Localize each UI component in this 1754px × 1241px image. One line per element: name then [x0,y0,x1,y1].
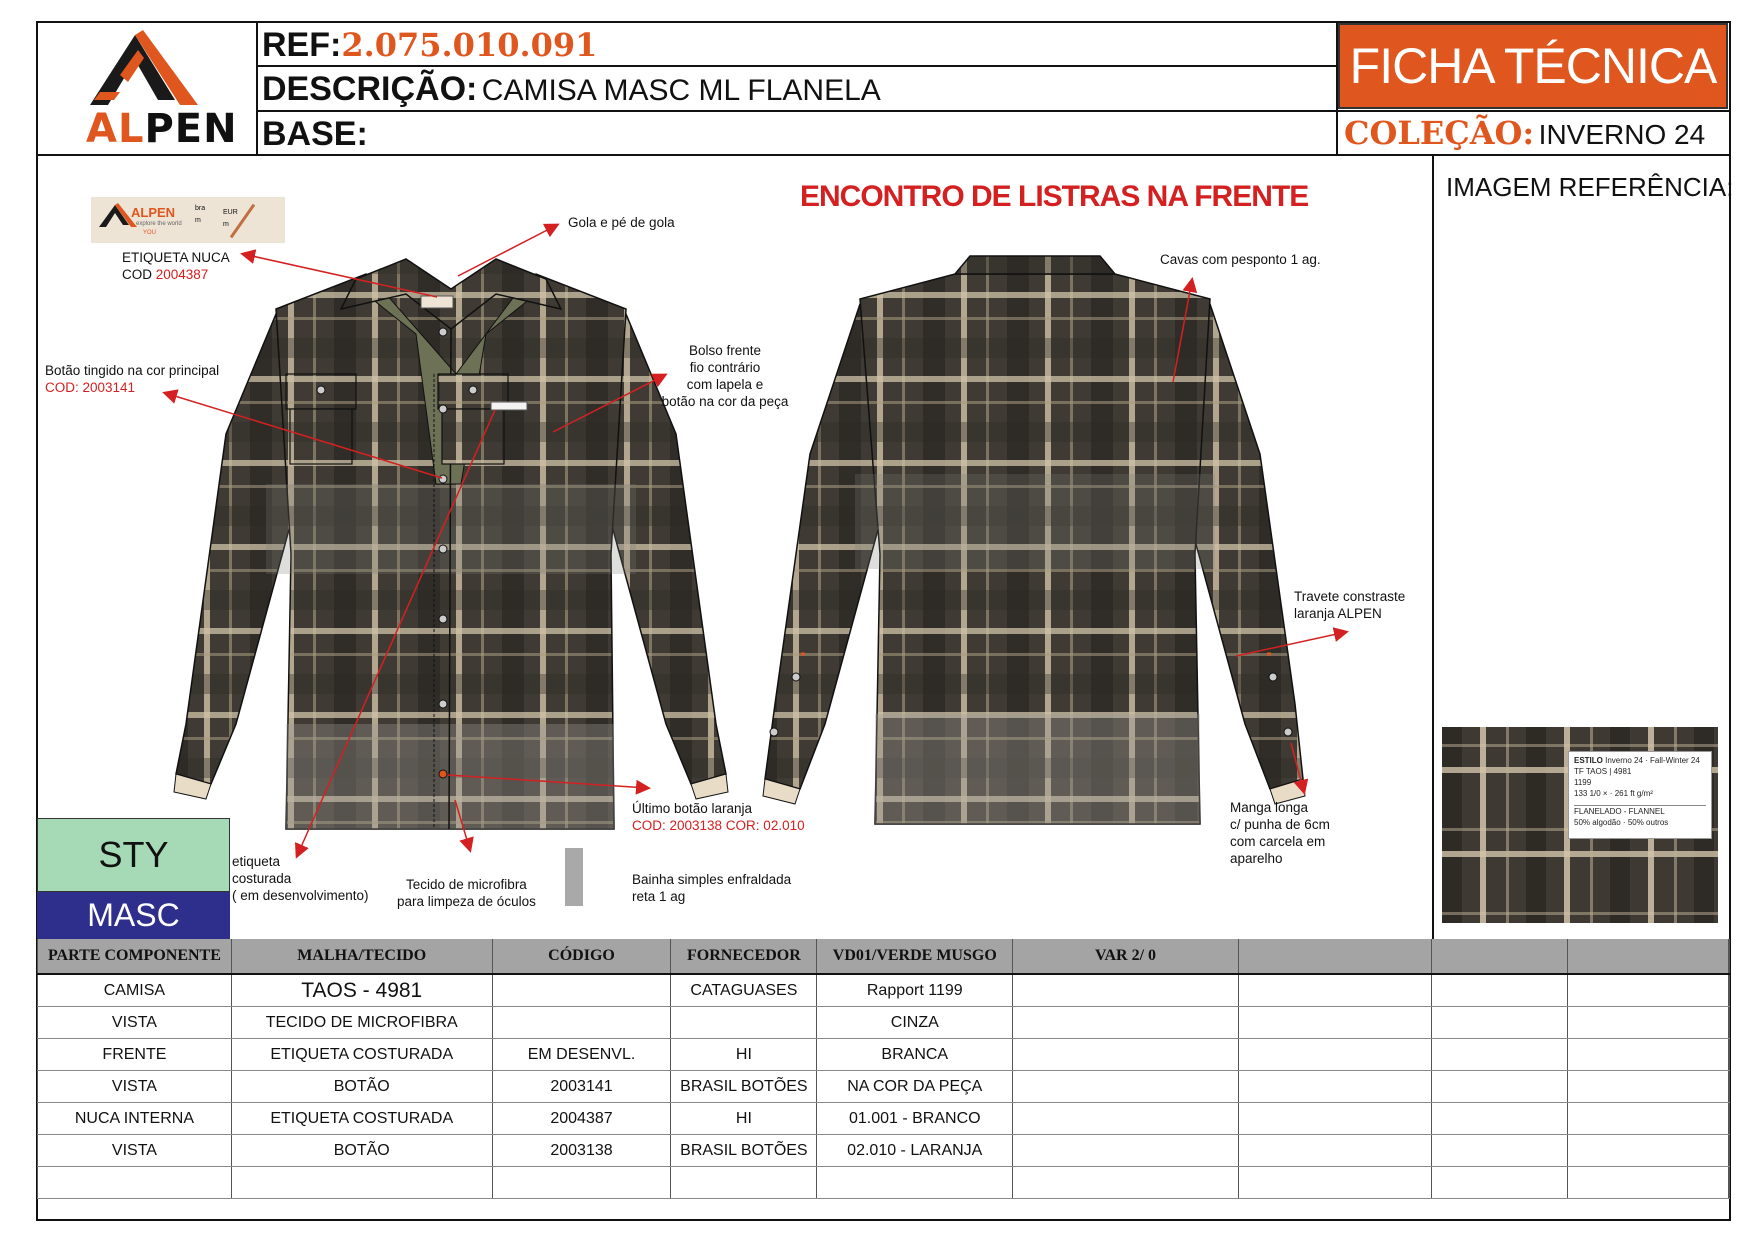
col-header [1729,939,1730,974]
table-cell [1432,1071,1568,1103]
mini-tag: explore the world [136,221,182,227]
table-cell [1729,1135,1730,1167]
table-cell [1432,1135,1568,1167]
table-cell: ETIQUETA COSTURADA [231,1039,492,1071]
table-cell: VISTA [38,1135,232,1167]
table-cell [1013,1039,1239,1071]
table-cell: TECIDO DE MICROFIBRA [231,1007,492,1039]
table-cell [1238,1135,1432,1167]
annot-ultimo-botao-cod: COD: 2003138 COR: 02.010 [632,818,805,833]
annot-travete-1: Travete constraste [1294,589,1406,604]
annot-etiqueta-nuca-title: ETIQUETA NUCA [122,250,230,265]
table-cell: FRENTE [38,1039,232,1071]
annot-etiq-cost-1: etiqueta [232,854,281,869]
table-cell [1729,1007,1730,1039]
sty-badge [37,818,230,892]
annot-bainha-2: reta 1 ag [632,889,686,904]
annot-tecido-2: para limpeza de óculos [397,894,536,909]
table-cell [1432,1103,1568,1135]
annot-manga-2: c/ punha de 6cm [1230,817,1330,832]
annot-bolso-4: botão na cor da peça [661,394,789,409]
annot-etiqueta-cod-label: COD [122,267,156,282]
mini-d: m [223,221,229,228]
sty-label: STY [98,834,169,875]
table-cell [1238,1007,1432,1039]
base-label: BASE: [262,115,368,153]
table-row [38,1103,1730,1135]
swatch-line3: 133 1/0 × · 261 ft g/m² [1574,789,1653,798]
reference-title: IMAGEM REFERÊNCIA: [1446,172,1734,202]
annot-botao-tingido [45,362,219,396]
logo-al: AL [86,106,145,152]
table-cell: EM DESENVL. [492,1039,671,1071]
annot-etiq-cost-3: ( em desenvolvimento) [232,888,369,903]
annot-ultimo-botao-text: Último botão laranja [632,801,753,816]
table-cell [1238,1071,1432,1103]
swatch-estilo: ESTILO [1574,756,1603,765]
col-header: CÓDIGO [492,939,671,974]
annot-bainha-1: Bainha simples enfraldada [632,872,792,887]
table-cell [1568,1007,1729,1039]
table-cell [1729,974,1730,1007]
annot-manga-4: aparelho [1230,851,1283,866]
table-cell: BOTÃO [231,1071,492,1103]
annot-manga-1: Manga longa [1230,800,1309,815]
table-cell: CATAGUASES [671,974,817,1007]
table-cell [1568,1039,1729,1071]
swatch-line4: FLANELADO - FLANNEL [1574,805,1706,817]
annot-etiq-cost-2: costurada [232,871,292,886]
table-cell [1432,1167,1568,1199]
table-cell [817,1167,1013,1199]
annot-tecido [397,876,536,910]
table-cell [1238,1039,1432,1071]
table-cell: 02.010 - LARANJA [817,1135,1013,1167]
mini-brand: ALPEN [131,205,176,220]
swatch-line5: 50% algodão · 50% outros [1574,818,1669,827]
table-cell: VISTA [38,1007,232,1039]
table-cell: 2003138 [492,1135,671,1167]
table-cell: BRASIL BOTÕES [671,1135,817,1167]
ficha-tecnica-title: FICHA TÉCNICA [1349,38,1717,94]
table-row [38,1039,1730,1071]
mini-c: EUR [223,209,238,216]
table-cell: ETIQUETA COSTURADA [231,1103,492,1135]
col-header: VAR 2/ 0 [1013,939,1239,974]
annot-ultimo-botao [632,800,805,834]
table-row [38,1135,1730,1167]
masc-label: MASC [87,897,180,933]
col-header [1432,939,1568,974]
annot-bolso-1: Bolso frente [688,343,762,358]
annot-etiqueta-costurada [232,853,369,904]
mini-sub: YOU [143,230,157,236]
annot-botao-tingido-text: Botão tingido na cor principal [45,363,220,378]
col-header: FORNECEDOR [671,939,817,974]
table-cell [492,974,671,1007]
annot-travete [1294,588,1405,622]
swatch-line2: 1199 [1574,778,1592,787]
desc-value: CAMISA MASC ML FLANELA [481,74,881,107]
table-cell: BRASIL BOTÕES [671,1071,817,1103]
table-cell: NUCA INTERNA [38,1103,232,1135]
table-row [38,1007,1730,1039]
desc-label: DESCRIÇÃO: [262,70,478,108]
swatch-season: Inverno 24 · Fall-Winter 24 [1605,756,1700,765]
table-cell: VISTA [38,1071,232,1103]
annot-etiqueta-cod: 2004387 [155,267,209,282]
table-cell [1568,1167,1729,1199]
table-cell [1568,1103,1729,1135]
table-cell [671,1167,817,1199]
table-cell [1013,1135,1239,1167]
table-cell [1013,1071,1239,1103]
table-cell: NA COR DA PEÇA [817,1071,1013,1103]
colecao-value: INVERNO 24 [1538,119,1706,150]
masc-badge [37,892,230,939]
col-header: MALHA/TECIDO [231,939,492,974]
annot-gola: Gola e pé de gola [568,215,675,230]
table-cell [1729,1071,1730,1103]
annot-manga [1230,799,1330,867]
table-cell: HI [671,1039,817,1071]
annot-botao-cod: COD: 2003141 [45,380,136,395]
annot-manga-3: com carcela em [1230,834,1326,849]
col-header [1238,939,1432,974]
table-cell [1013,1167,1239,1199]
table-cell [1238,974,1432,1007]
swatch-line1: TF TAOS | 4981 [1574,767,1632,776]
table-cell [1238,1103,1432,1135]
table-cell [1432,1039,1568,1071]
table-cell: TAOS - 4981 [231,974,492,1007]
table-cell: 2004387 [492,1103,671,1135]
ref-value: 2.075.010.091 [341,26,598,64]
stripe-matching-headline: ENCONTRO DE LISTRAS NA FRENTE [800,180,1309,213]
table-cell: BRANCA [817,1039,1013,1071]
table-cell [38,1167,232,1199]
table-cell: Rapport 1199 [817,974,1013,1007]
table-cell [1729,1167,1730,1199]
annot-bolso-3: com lapela e [686,377,764,392]
table-cell [1432,1007,1568,1039]
table-row [38,1167,1730,1199]
table-cell [1013,1007,1239,1039]
mini-a: bra [195,205,206,212]
annot-cavas: Cavas com pesponto 1 ag. [1160,252,1321,267]
annot-etiqueta-nuca [122,249,230,283]
table-cell [1568,1135,1729,1167]
annot-bolso-2: fio contrário [689,360,761,375]
table-header-row [38,939,1730,974]
table-cell [1238,1167,1432,1199]
table-cell [492,1167,671,1199]
table-cell [1729,1103,1730,1135]
table-row [38,1071,1730,1103]
table-cell [492,1007,671,1039]
col-header [1568,939,1729,974]
components-table [37,939,1730,1199]
table-cell [671,1007,817,1039]
table-row [38,974,1730,1007]
colecao-label: COLEÇÃO: [1344,114,1535,152]
mini-b: m [195,217,201,224]
col-header: PARTE COMPONENTE [38,939,232,974]
col-header: VD01/VERDE MUSGO [817,939,1013,974]
table-cell [1013,974,1239,1007]
table-cell [1568,1071,1729,1103]
table-cell: CAMISA [38,974,232,1007]
table-cell: 01.001 - BRANCO [817,1103,1013,1135]
table-cell [1013,1103,1239,1135]
annot-bainha [632,871,791,905]
table-cell: BOTÃO [231,1135,492,1167]
table-cell: 2003141 [492,1071,671,1103]
logo-pen: PEN [144,106,238,152]
table-cell [231,1167,492,1199]
annot-bolso [655,342,795,410]
annot-travete-2: laranja ALPEN [1294,606,1382,621]
table-cell [1432,974,1568,1007]
table-cell: HI [671,1103,817,1135]
table-cell [1568,974,1729,1007]
table-cell [1729,1039,1730,1071]
annot-tecido-1: Tecido de microfibra [406,877,527,892]
microfiber-swatch [565,848,583,906]
table-cell: CINZA [817,1007,1013,1039]
ref-label: REF: [262,26,342,64]
